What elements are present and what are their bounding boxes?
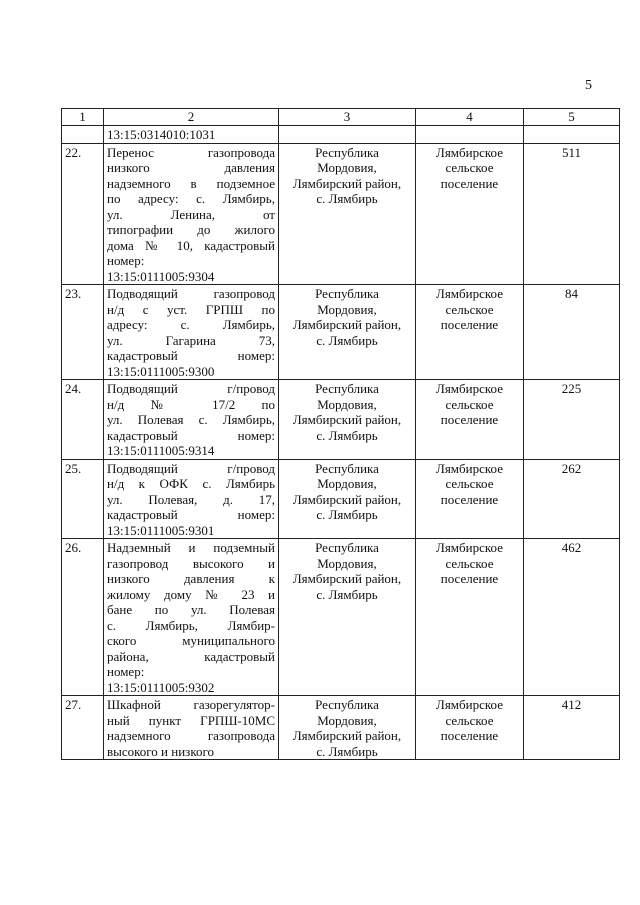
settlement-line: сельское <box>445 160 494 175</box>
description-line: н/д к ОФК с. Лямбирь <box>107 476 275 491</box>
description-line: с. Лямбирь, Лямбир- <box>107 617 275 633</box>
settlement-line: Лямбирское <box>436 286 503 301</box>
settlement-line: поселение <box>440 728 499 743</box>
description-line: номер: <box>107 664 145 679</box>
settlement-line: поселение <box>440 571 499 586</box>
description-line: надземного в подземное <box>107 175 275 191</box>
object-settlement <box>416 285 524 380</box>
description-line: низкого давления к <box>107 571 275 586</box>
object-row <box>62 380 620 460</box>
description-line: низкого давления <box>107 160 275 175</box>
header-cell-4: 4 <box>416 109 524 126</box>
header-row <box>62 109 620 126</box>
description-line: района, кадастровый <box>107 648 275 664</box>
object-settlement <box>416 143 524 285</box>
location-line: с. Лямбирь <box>316 586 378 602</box>
continuation-settlement-cell <box>416 126 524 144</box>
object-value: 412 <box>524 696 620 760</box>
settlement-line: сельское <box>445 396 494 412</box>
object-value: 225 <box>524 380 620 460</box>
description-line: Подводящий газопровод <box>107 286 275 301</box>
settlement-line: Лямбирское <box>436 540 503 555</box>
settlement-line: поселение <box>440 491 499 507</box>
location-line: Мордовия, <box>317 555 377 571</box>
location-line: с. Лямбирь <box>316 191 378 206</box>
row-number: 24. <box>62 380 104 460</box>
header-cell-1: 1 <box>62 109 104 126</box>
object-settlement <box>416 459 524 539</box>
location-line: с. Лямбирь <box>316 507 378 522</box>
object-description <box>104 285 279 380</box>
description-line: ул. Ленина, от <box>107 206 275 222</box>
description-line: н/д с уст. ГРПШ по <box>107 301 275 317</box>
object-row <box>62 285 620 380</box>
object-location <box>279 539 416 696</box>
description-line: ул. Полевая, д. 17, <box>107 491 275 507</box>
object-location <box>279 285 416 380</box>
continuation-value-cell <box>524 126 620 144</box>
object-row <box>62 143 620 285</box>
location-line: Лямбирский район, <box>292 317 402 332</box>
description-line: 13:15:0111005:9304 <box>107 268 215 284</box>
settlement-line: сельское <box>445 555 494 571</box>
object-value: 462 <box>524 539 620 696</box>
settlement-line: Лямбирское <box>436 381 503 396</box>
location-line: Мордовия, <box>317 301 377 317</box>
description-line: 13:15:0111005:9301 <box>107 522 215 538</box>
object-row <box>62 459 620 539</box>
object-description <box>104 380 279 460</box>
description-line: ный пункт ГРПШ-10МС <box>107 712 275 728</box>
row-number: 22. <box>62 143 104 285</box>
description-line: номер: <box>107 253 145 268</box>
object-settlement <box>416 380 524 460</box>
description-line: Надземный и подземный <box>107 540 275 555</box>
row-number: 26. <box>62 539 104 696</box>
object-description <box>104 539 279 696</box>
description-line: типографии до жилого <box>107 222 275 237</box>
location-line: Мордовия, <box>317 476 377 491</box>
location-line: Лямбирский район, <box>292 175 402 191</box>
page-number: 5 <box>585 78 592 93</box>
settlement-line: Лямбирское <box>436 697 503 712</box>
description-line: надземного газопровода <box>107 728 275 743</box>
settlement-line: поселение <box>440 412 499 427</box>
object-location <box>279 696 416 760</box>
row-number: 27. <box>62 696 104 760</box>
description-line: газопровод высокого и <box>107 555 275 571</box>
settlement-line: поселение <box>440 317 499 332</box>
settlement-line: сельское <box>445 476 494 491</box>
settlement-line: Лямбирское <box>436 144 503 160</box>
description-line: дома № 10, кадастровый <box>107 237 275 253</box>
description-line: кадастровый номер: <box>107 427 275 443</box>
location-line: Республика <box>315 286 379 301</box>
object-settlement <box>416 539 524 696</box>
location-line: Республика <box>315 697 379 712</box>
description-line: 13:15:0111005:9300 <box>107 363 215 379</box>
location-line: Республика <box>315 381 379 396</box>
object-description <box>104 459 279 539</box>
location-line: Мордовия, <box>317 396 377 412</box>
description-line: Перенос газопровода <box>107 144 275 160</box>
location-line: Лямбирский район, <box>292 728 402 743</box>
settlement-line: сельское <box>445 712 494 728</box>
location-line: Республика <box>315 540 379 555</box>
settlement-line: Лямбирское <box>436 460 503 476</box>
description-line: Шкафной газорегулятор- <box>107 697 275 712</box>
object-value: 84 <box>524 285 620 380</box>
object-value: 511 <box>524 143 620 285</box>
row-number: 25. <box>62 459 104 539</box>
object-row <box>62 696 620 760</box>
description-line: н/д № 17/2 по <box>107 396 275 412</box>
location-line: Мордовия, <box>317 160 377 175</box>
continuation-location-cell <box>279 126 416 144</box>
object-location <box>279 143 416 285</box>
description-line: кадастровый номер: <box>107 348 275 363</box>
row-number: 23. <box>62 285 104 380</box>
location-line: Мордовия, <box>317 712 377 728</box>
description-line: ул. Гагарина 73, <box>107 332 275 348</box>
registry-table <box>61 108 620 760</box>
location-line: Лямбирский район, <box>292 491 402 507</box>
header-cell-3: 3 <box>279 109 416 126</box>
settlement-line: поселение <box>440 175 499 191</box>
description-line: 13:15:0111005:9314 <box>107 443 215 458</box>
description-line: по адресу: с. Лямбирь, <box>107 191 275 206</box>
description-line: ул. Полевая с. Лямбирь, <box>107 412 275 427</box>
description-line: высокого и низкого <box>107 743 214 759</box>
description-line: ского муниципального <box>107 633 275 648</box>
location-line: с. Лямбирь <box>316 743 378 759</box>
description-line: адресу: с. Лямбирь, <box>107 317 275 332</box>
continuation-text: 13:15:0314010:1031 <box>107 127 216 142</box>
object-location <box>279 459 416 539</box>
location-line: Республика <box>315 144 379 160</box>
header-cell-5: 5 <box>524 109 620 126</box>
location-line: Лямбирский район, <box>292 412 402 427</box>
object-settlement <box>416 696 524 760</box>
object-row <box>62 539 620 696</box>
continuation-row <box>62 126 620 144</box>
description-line: жилому дому № 23 и <box>107 586 275 602</box>
settlement-line: сельское <box>445 301 494 317</box>
continuation-num-cell <box>62 126 104 144</box>
location-line: с. Лямбирь <box>316 332 378 348</box>
object-description <box>104 143 279 285</box>
location-line: с. Лямбирь <box>316 427 378 443</box>
description-line: 13:15:0111005:9302 <box>107 679 215 695</box>
description-line: бане по ул. Полевая <box>107 602 275 617</box>
description-line: кадастровый номер: <box>107 507 275 522</box>
location-line: Республика <box>315 460 379 476</box>
description-line: Подводящий г/провод <box>107 381 275 396</box>
object-description <box>104 696 279 760</box>
object-location <box>279 380 416 460</box>
header-cell-2: 2 <box>104 109 279 126</box>
description-line: Подводящий г/провод <box>107 460 275 476</box>
location-line: Лямбирский район, <box>292 571 402 586</box>
object-value: 262 <box>524 459 620 539</box>
continuation-desc-cell <box>104 126 279 144</box>
